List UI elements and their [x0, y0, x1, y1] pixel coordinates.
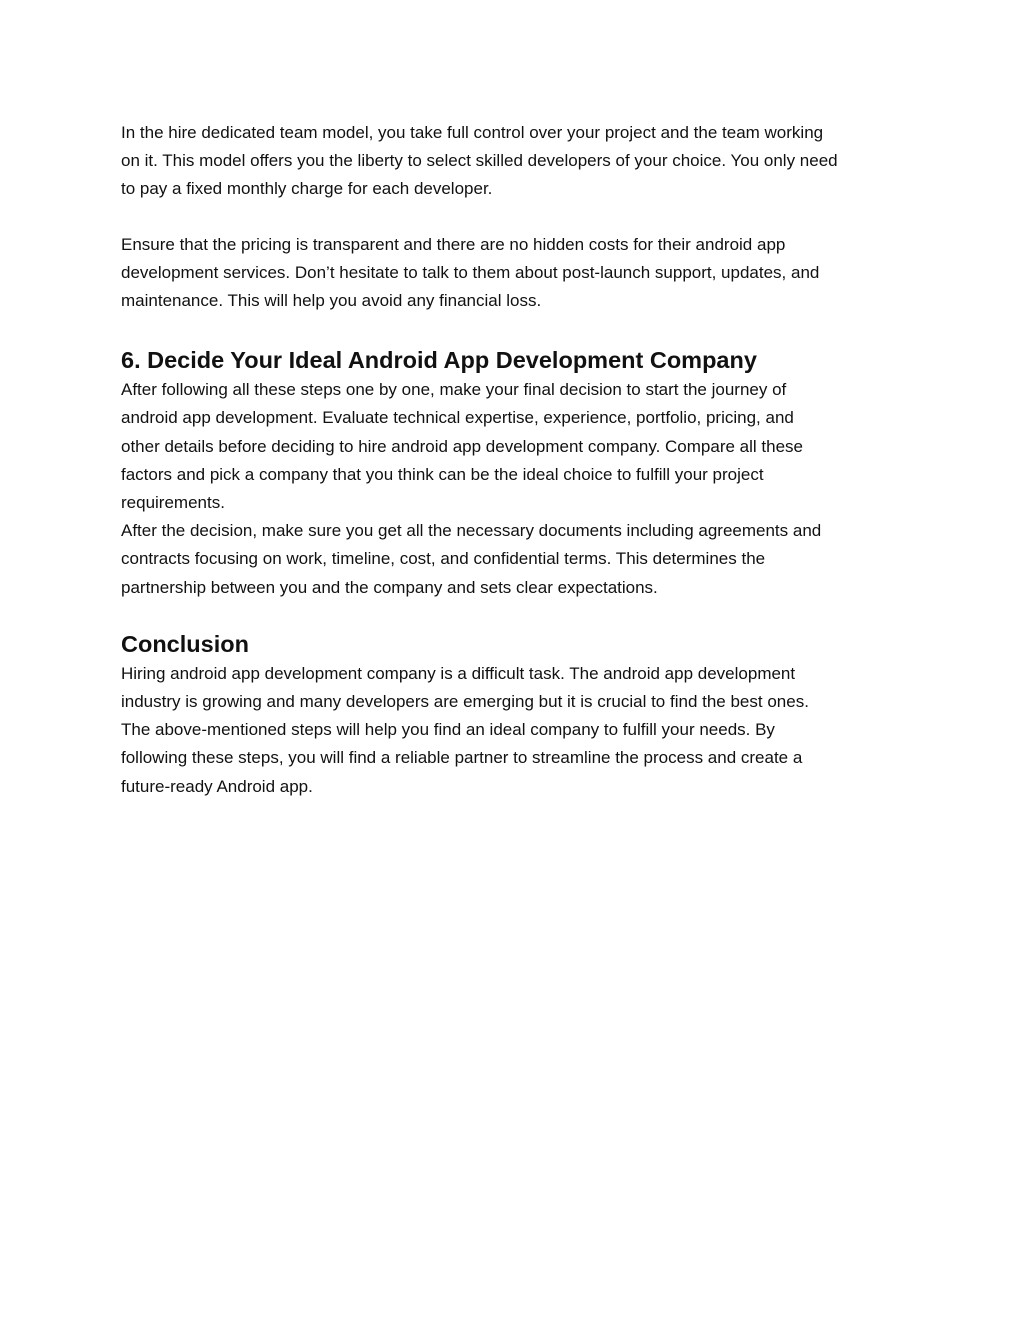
paragraph-final-decision	[121, 376, 911, 517]
text-line: maintenance. This will help you avoid any financial loss.	[121, 291, 542, 311]
text-line: android app development. Evaluate technical expertise, experience, portfolio, pricing, and	[121, 408, 794, 428]
paragraph-documents	[121, 517, 911, 602]
text-line: industry is growing and many developers are emerging but it is crucial to find the best ones.	[121, 692, 809, 712]
text-line: After following all these steps one by one, make your final decision to start the journey of	[121, 380, 787, 400]
text-line: After the decision, make sure you get all the necessary documents including agreements and	[121, 521, 822, 541]
text-line: future-ready Android app.	[121, 776, 313, 796]
section-heading-decide-company: 6. Decide Your Ideal Android App Development Company	[121, 347, 757, 374]
text-line: development services. Don’t hesitate to talk to them about post-launch support, updates, and	[121, 262, 820, 282]
paragraph-conclusion	[121, 660, 911, 801]
text-line: following these steps, you will find a reliable partner to streamline the process and create a	[121, 748, 803, 768]
text-line: on it. This model offers you the liberty to select skilled developers of your choice. You only need	[121, 151, 838, 171]
page-content	[121, 119, 911, 801]
paragraph-dedicated-team	[121, 119, 911, 204]
text-line: Hiring android app development company is a difficult task. The android app development	[121, 663, 796, 683]
text-line: The above-mentioned steps will help you find an ideal company to fulfill your needs. By	[121, 720, 775, 740]
text-line: partnership between you and the company and sets clear expectations.	[121, 577, 658, 597]
text-line: Ensure that the pricing is transparent and there are no hidden costs for their android app	[121, 234, 786, 254]
text-line: requirements.	[121, 493, 225, 513]
text-line: to pay a fixed monthly charge for each developer.	[121, 179, 493, 199]
section-heading-conclusion: Conclusion	[121, 630, 249, 657]
text-line: contracts focusing on work, timeline, cost, and confidential terms. This determines the	[121, 549, 766, 569]
paragraph-pricing	[121, 231, 911, 316]
text-line: other details before deciding to hire android app development company. Compare all these	[121, 436, 803, 456]
text-line: In the hire dedicated team model, you take full control over your project and the team working	[121, 123, 824, 142]
text-line: factors and pick a company that you think can be the ideal choice to fulfill your project	[121, 464, 764, 484]
